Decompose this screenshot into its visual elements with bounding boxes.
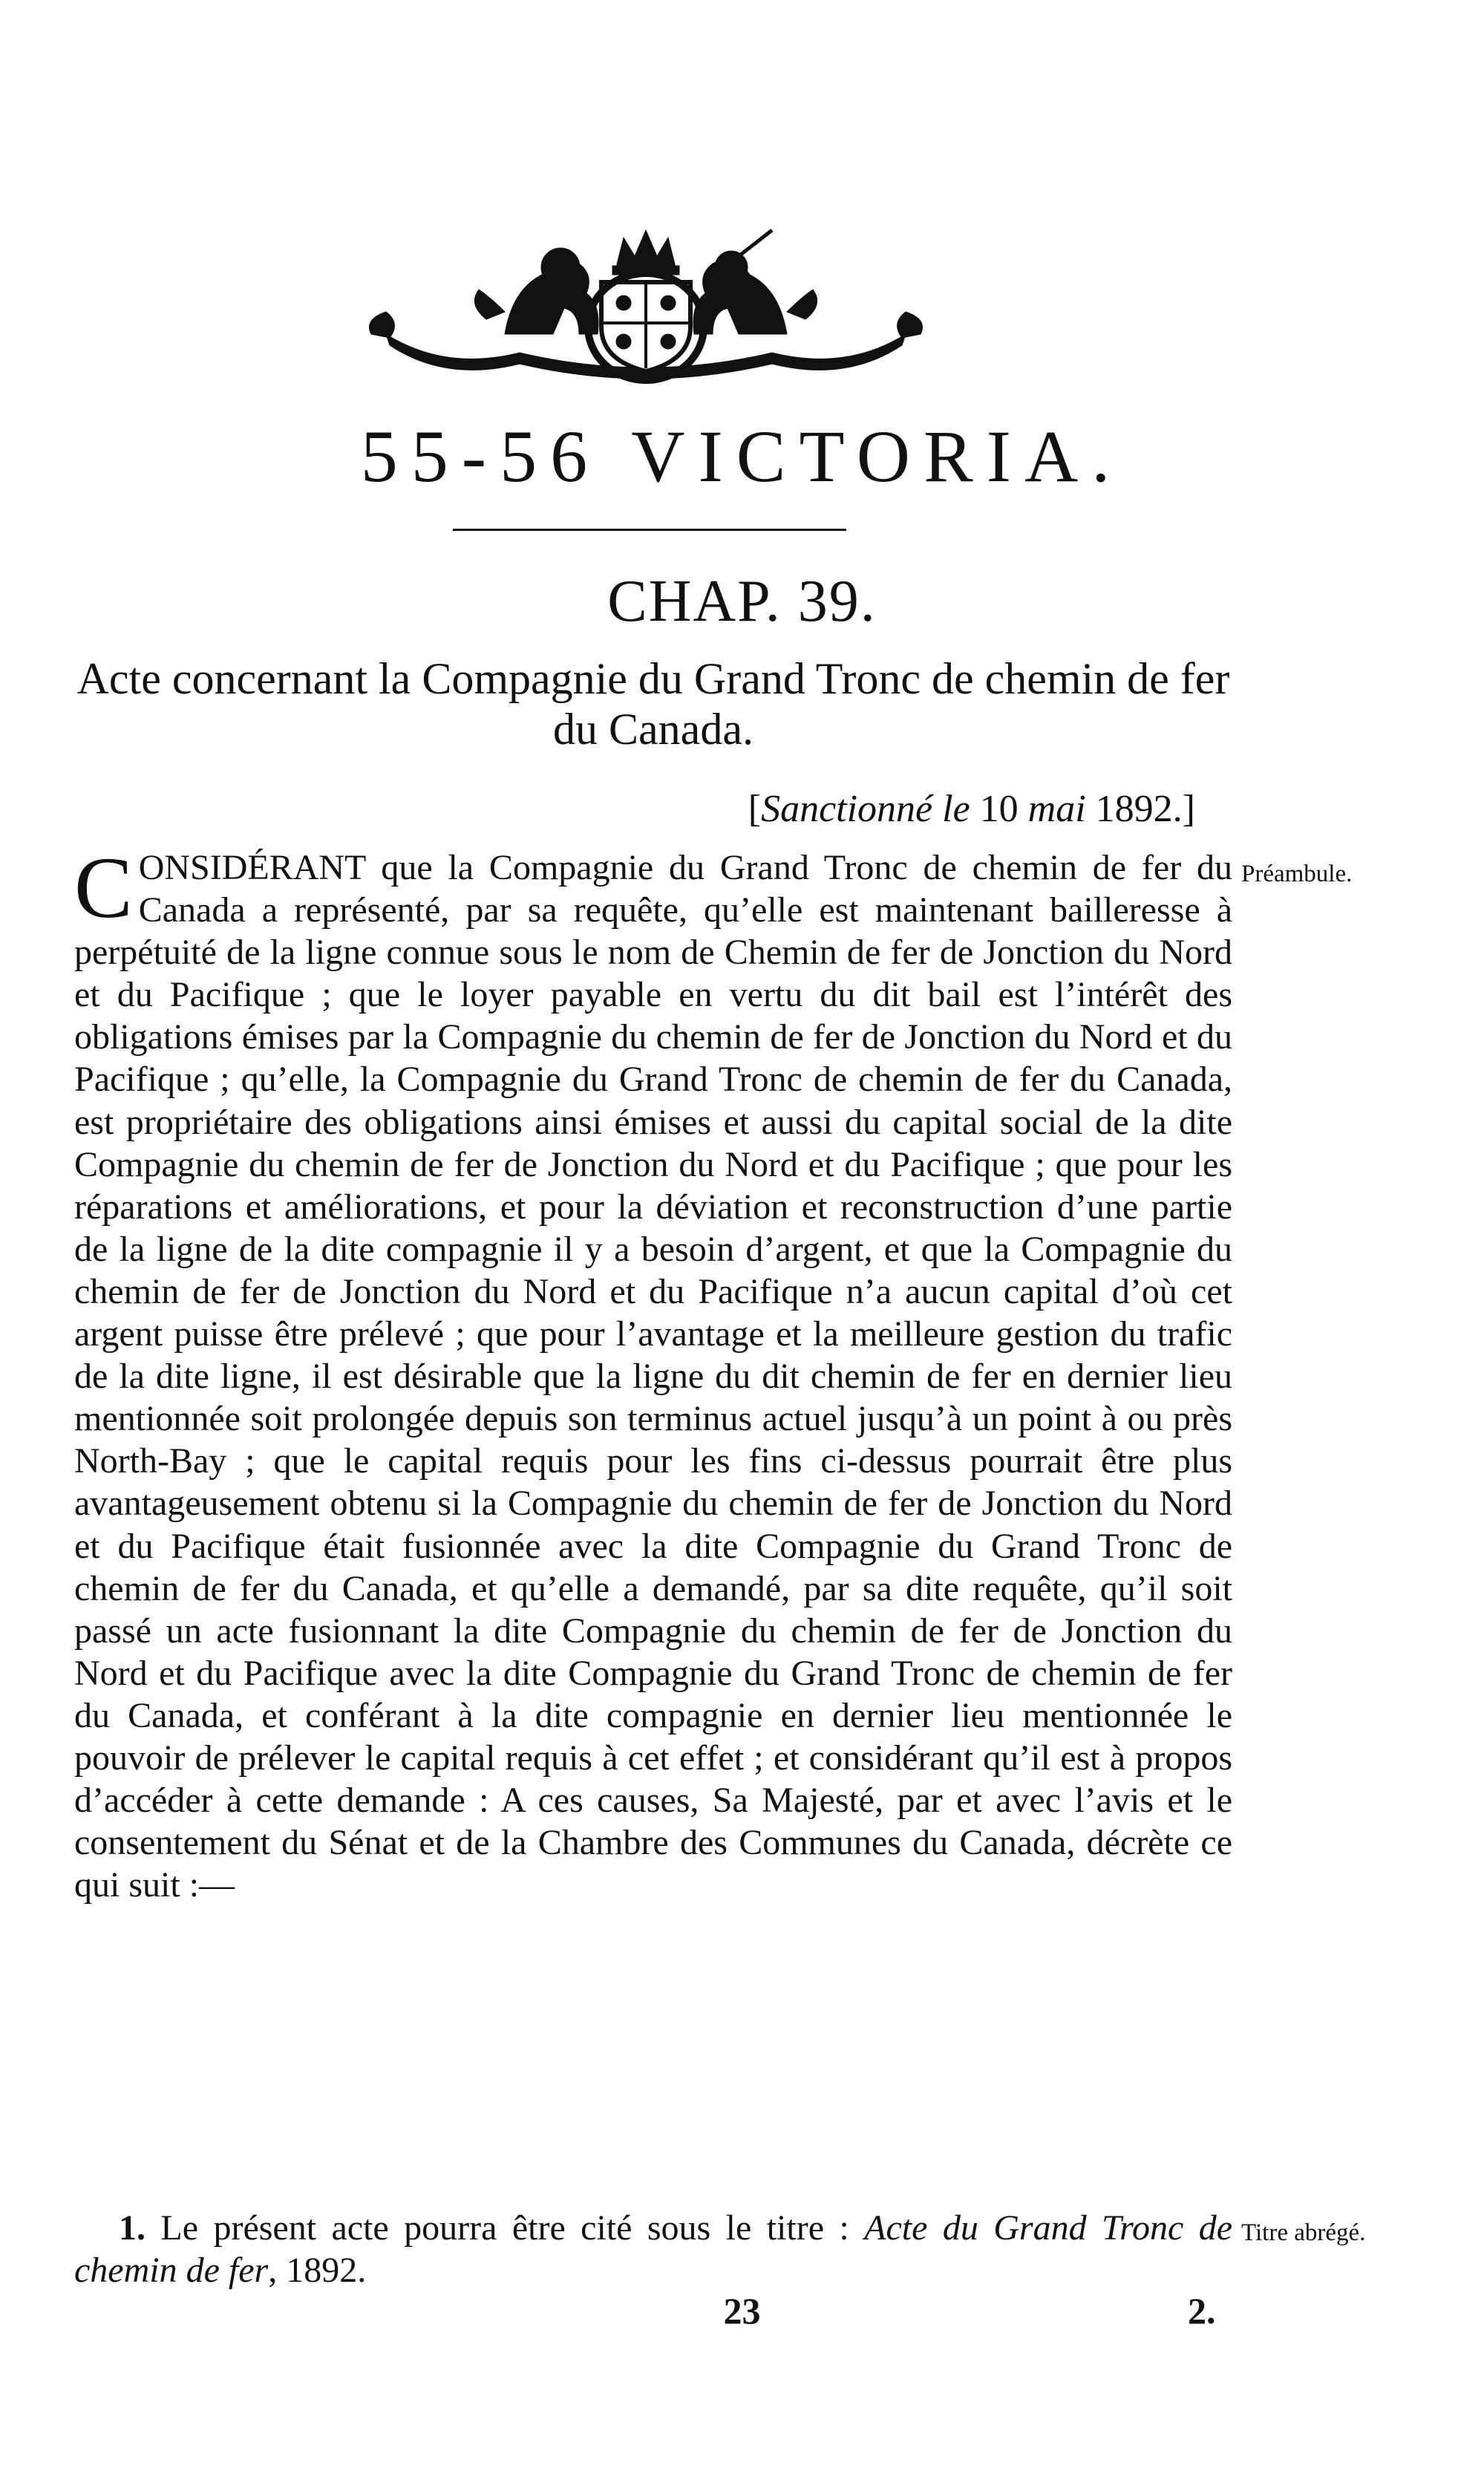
chapter-heading: CHAP. 39. [607,569,877,634]
drop-cap: C [74,839,133,936]
regnal-year-heading: 55-56 VICTORIA. [360,415,1124,497]
catchword: 2. [1188,2290,1216,2332]
short-title-italic: Acte du Grand Tronc de chemin de fer [74,2208,1232,2290]
assent-year: 1892.] [1085,788,1195,830]
section-1-text: Le présent acte pourra être cité sous le titre : [146,2208,865,2248]
marginal-note-preamble: Préambule. [1241,861,1353,887]
preamble-paragraph [74,839,1232,1906]
section-number: 1. [119,2208,146,2248]
assent-day: 10 [970,788,1028,830]
act-title: Acte concernant la Compagnie du Grand Tronc de chemin de fer du Canada. [76,654,1230,754]
assent-month: mai [1027,788,1086,830]
assent-date [661,787,1195,832]
heading-divider [453,529,846,531]
assent-bracket: [ [748,788,762,830]
preamble-text: ONSIDÉRANT que la Compagnie du Grand Tronc de chemin de fer du Canada a représenté, par sa requête, qu’elle est maintenant bailleresse à perpétuité de la ligne connue sous le nom de Chemin de fer de Jonction du Nord et du Pacifique ; que le loyer payable en vertu du dit bail est l’intérêt des obligations émises par la Compagnie du chemin de fer de Jonction du Nord et du Pacifique ; qu’elle, la Compagnie du Grand Tronc de chemin de fer du Canada, est propriétaire des obligations ainsi émises et aussi du capital social de la dite Compagnie du chemin de fer de Jonction du Nord et du Pacifique ; que pour les réparations et améliorations, et pour la déviation et reconstruction d’une partie de la ligne de la dite compagnie il y a besoin d’argent, et que la Compagnie du chemin de fer de Jonction du Nord et du Pacifique n’a aucun capital d’où cet argent puisse être prélevé ; que pour l’avantage et la meilleure gestion du trafic de la dite ligne, il est désirable que la ligne du dit chemin de fer en dernier lieu mentionnée soit prolongée depuis son terminus actuel jusqu’à un point à ou près North-Bay ; que le capital requis pour les fins ci-dessus pourrait être plus avantageusement obtenu si la Compagnie du chemin de fer de Jonction du Nord et du Pacifique était fusionnée avec la dite Compagnie du Grand Tronc de chemin de fer du Canada, et qu’elle a demandé, par sa dite requête, qu’il soit passé un acte fusionnant la dite Compagnie du chemin de fer de Jonction du Nord et du Pacifique avec la dite Compagnie du Grand Tronc de chemin de fer du Canada, et conférant à la dite compagnie en dernier lieu mentionnée le pouvoir de prélever le capital requis à cet effet ; et considérant qu’il est à propos d’accéder à cette demande : A ces causes, Sa Majesté, par et avec l’avis et le consentement du Sénat et de la Chambre des Communes du Canada, décrète ce qui suit :— [74,848,1232,1905]
royal-coat-of-arms-image [356,223,935,386]
marginal-note-short-title: Titre abrégé. [1241,2219,1366,2246]
page-number: 23 [723,2290,761,2332]
assent-label: Sanctionné le [761,788,970,830]
section-1-year: , 1892. [268,2251,367,2290]
section-1 [74,2207,1232,2291]
